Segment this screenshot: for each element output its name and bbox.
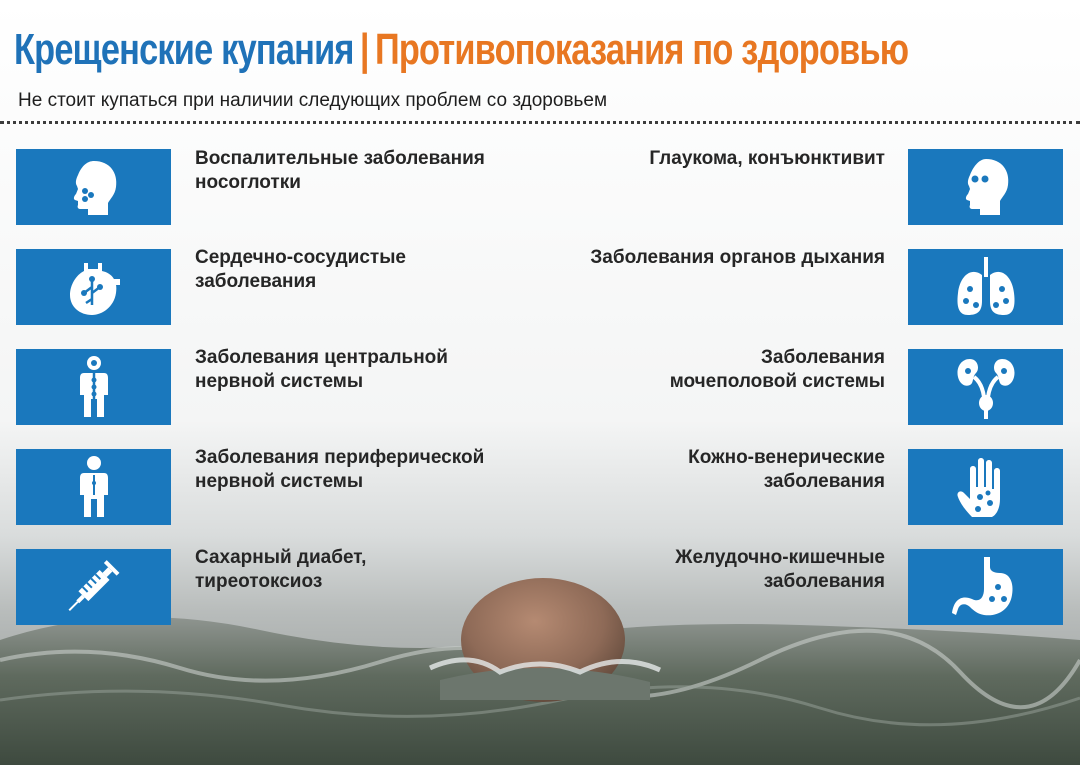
tile-skin	[908, 449, 1063, 525]
label-cardiovascular: Сердечно-сосудистые заболевания	[195, 247, 407, 292]
title-separator: |	[359, 25, 369, 74]
tile-respiratory	[908, 249, 1063, 325]
tile-nasopharynx	[16, 149, 171, 225]
body-nervous-system-icon	[58, 353, 130, 421]
label-glaucoma: Глаукома, конъюнктивит	[649, 148, 885, 169]
heart-icon	[58, 253, 130, 321]
label-cns: Заболевания центральной нервной системы	[195, 347, 448, 392]
kidneys-icon	[950, 353, 1022, 421]
tile-peripheral	[16, 449, 171, 525]
head-nasopharynx-icon	[58, 153, 130, 221]
title-part-2: Противопоказания по здоровью	[374, 25, 909, 74]
label-gastro: Желудочно-кишечные заболевания	[675, 547, 885, 592]
stomach-icon	[950, 553, 1022, 621]
page-title	[14, 26, 908, 74]
tile-gastro	[908, 549, 1063, 625]
lungs-icon	[950, 253, 1022, 321]
tile-glaucoma	[908, 149, 1063, 225]
syringe-icon	[58, 553, 130, 621]
label-respiratory: Заболевания органов дыхания	[590, 247, 885, 268]
subtitle: Не стоит купаться при наличии следующих проблем со здоровьем	[18, 90, 608, 111]
body-peripheral-icon	[58, 453, 130, 521]
label-diabetes: Сахарный диабет, тиреотоксиоз	[195, 547, 367, 592]
tile-diabetes	[16, 549, 171, 625]
header	[14, 26, 1080, 74]
label-urogenital: Заболевания мочеполовой системы	[669, 347, 885, 392]
label-nasopharynx: Воспалительные заболевания носоглотки	[195, 148, 485, 193]
tile-urogenital	[908, 349, 1063, 425]
title-part-1: Крещенские купания	[14, 25, 354, 74]
tile-heart	[16, 249, 171, 325]
tile-cns	[16, 349, 171, 425]
hand-icon	[950, 453, 1022, 521]
label-skin: Кожно-венерические заболевания	[688, 447, 885, 492]
label-peripheral: Заболевания периферической нервной системы	[195, 447, 485, 492]
head-eyes-icon	[950, 153, 1022, 221]
dotted-divider	[0, 121, 1080, 124]
